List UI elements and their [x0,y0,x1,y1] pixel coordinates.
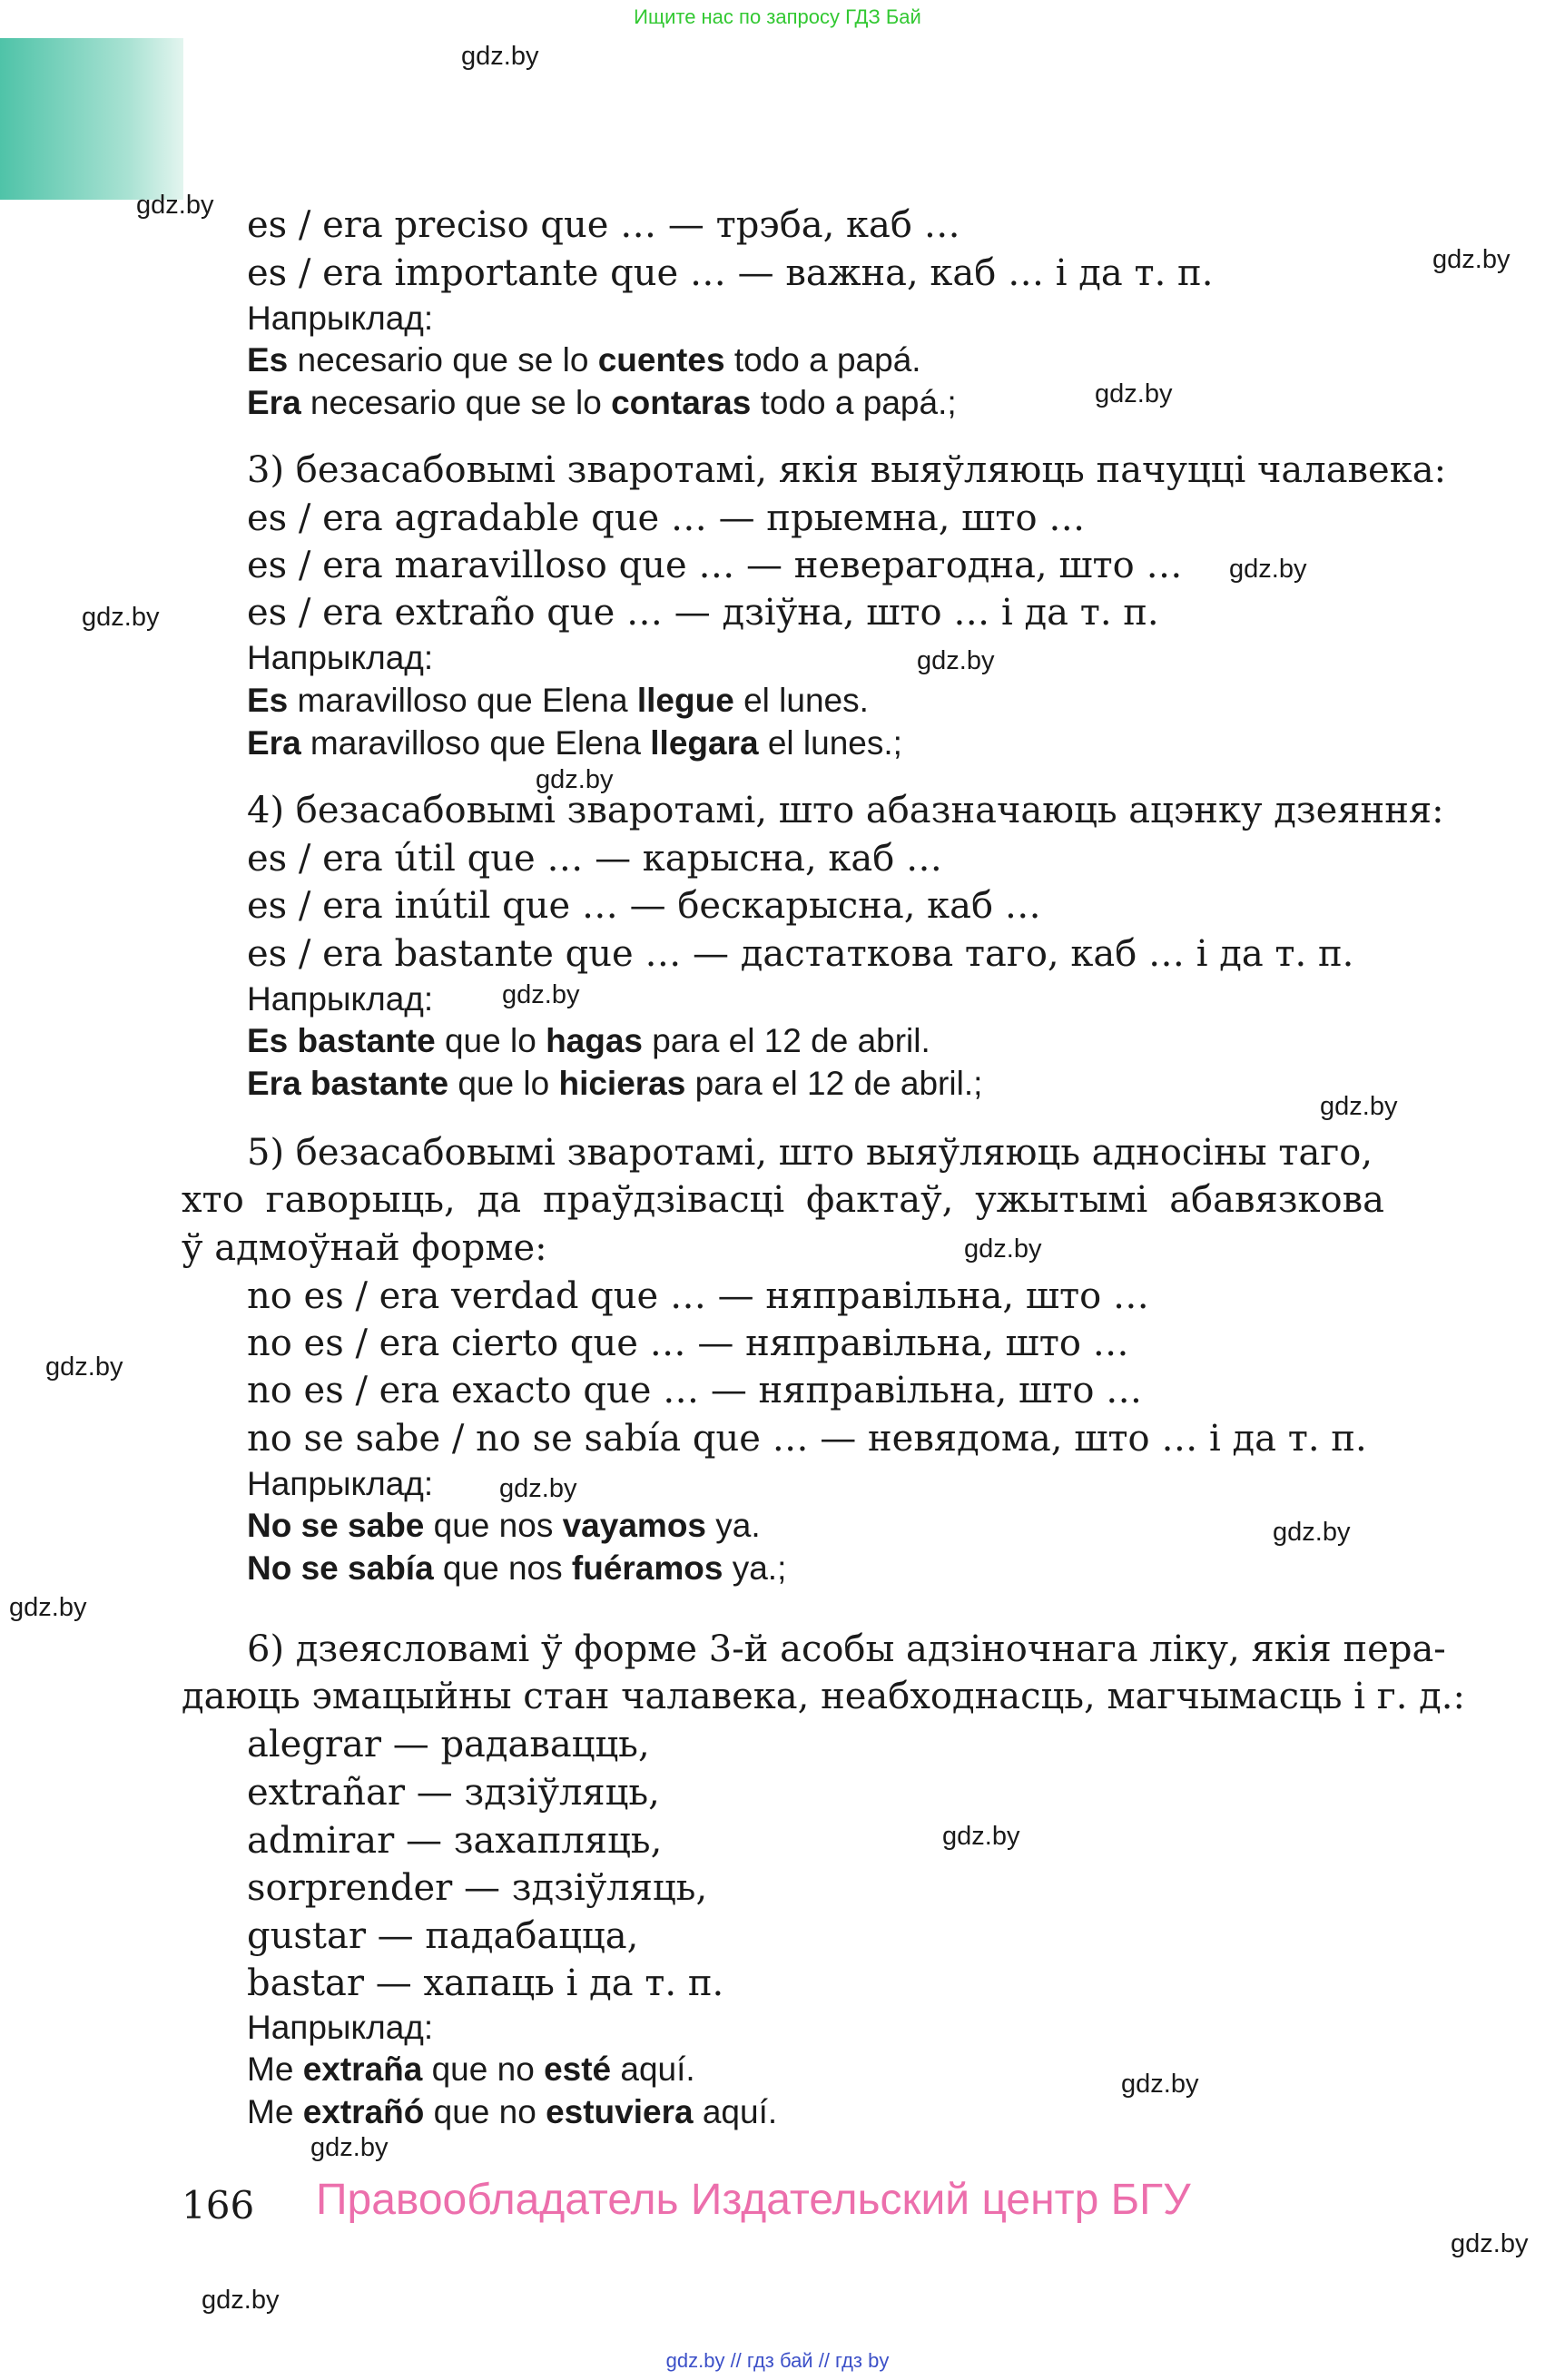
watermark: gdz.by [461,42,539,71]
watermark: gdz.by [536,765,614,794]
text-line: es / era inútil que … — бескарысна, каб … [247,885,1041,927]
text-line: хто гаворыць, да праўдзівасці фактаў, ужытымі абавязкова [182,1179,1384,1221]
section-heading-4: 4) безасабовымі зваротамі, што абазначаюць ацэнку дзеяння: [247,790,1444,831]
example-sentence: Es bastante que lo hagas para el 12 de abril. [247,1022,930,1059]
example-sentence: No se sabe que nos vayamos ya. [247,1507,761,1544]
watermark: gdz.by [1095,379,1173,408]
watermark: gdz.by [310,2133,389,2162]
example-sentence: Es necesario que se lo cuentes todo a papá. [247,341,921,379]
text-line: extrañar — здзіўляць, [247,1772,660,1814]
text-line: es / era importante que … — важна, каб … і да т. п. [247,252,1214,294]
watermark: gdz.by [502,980,580,1009]
section-heading-6: 6) дзеясловамі ў форме 3-й асобы адзіночнага ліку, якія пера- [247,1628,1446,1670]
text-line: es / era maravilloso que … — неверагодна, што … [247,545,1183,586]
example-heading: Напрыклад: [247,1465,434,1502]
watermark: gdz.by [917,646,995,675]
example-sentence: Era bastante que lo hicieras para el 12 de abril.; [247,1065,983,1102]
top-search-banner: Ищите нас по запросу ГДЗ Бай [634,5,921,28]
text-line: gustar — падабацца, [247,1915,639,1957]
watermark: gdz.by [1273,1518,1351,1547]
example-sentence: Era necesario que se lo contaras todo a papá.; [247,384,957,421]
text-line: no es / era verdad que … — няправільна, што … [247,1275,1149,1317]
text-line: es / era bastante que … — дастаткова таго, каб … і да т. п. [247,933,1354,975]
watermark: gdz.by [499,1474,577,1503]
corner-decoration [0,38,183,200]
example-heading: Напрыклад: [247,639,434,676]
text-line: es / era agradable que … — прыемна, што … [247,497,1086,539]
text-line: es / era preciso que … — трэба, каб … [247,204,960,246]
text-line: no es / era exacto que … — няправільна, што … [247,1370,1143,1411]
footer-links: gdz.by // гдз бай // гдз by [665,2349,890,2372]
text-line: sorprender — здзіўляць, [247,1867,708,1909]
watermark: gdz.by [964,1234,1042,1264]
example-heading: Напрыклад: [247,300,434,337]
example-sentence: Me extrañó que no estuviera aquí. [247,2093,778,2130]
watermark: gdz.by [1320,1092,1398,1121]
example-sentence: Era maravilloso que Elena llegara el lunes.; [247,724,902,762]
watermark: gdz.by [942,1822,1020,1851]
text-line: es / era útil que … — карысна, каб … [247,838,943,880]
watermark: gdz.by [136,191,214,220]
text-line: alegrar — радавацць, [247,1724,650,1765]
example-sentence: Es maravilloso que Elena llegue el lunes. [247,682,869,719]
page-number: 166 [182,2183,255,2228]
text-line: admirar — захапляць, [247,1820,663,1862]
watermark: gdz.by [45,1352,123,1382]
watermark: gdz.by [9,1593,87,1622]
example-heading: Напрыклад: [247,2009,434,2046]
watermark: gdz.by [202,2286,280,2315]
text-line: es / era extraño que … — дзіўна, што … і да т. п. [247,592,1159,634]
example-sentence: Me extraña que no esté aquí. [247,2051,695,2088]
text-line: ў адмоўнай форме: [182,1227,547,1269]
text-line: no es / era cierto que … — няправільна, што … [247,1323,1129,1364]
text-line: даюць эмацыйны стан чалавека, неабходнасць, магчымасць і г. д.: [182,1676,1465,1717]
watermark: gdz.by [1121,2070,1199,2099]
section-heading-5: 5) безасабовымі зваротамі, што выяўляюць адносіны таго, [247,1132,1373,1174]
copyright-holder: Правообладатель Издательский центр БГУ [316,2176,1191,2224]
example-heading: Напрыклад: [247,980,434,1018]
example-sentence: No se sabía que nos fuéramos ya.; [247,1549,787,1587]
text-line: bastar — хапаць і да т. п. [247,1962,724,2004]
text-line: no se sabe / no se sabía que … — невядома, што … і да т. п. [247,1418,1367,1460]
watermark: gdz.by [1229,555,1307,584]
watermark: gdz.by [1451,2229,1529,2258]
watermark: gdz.by [1432,245,1511,274]
watermark: gdz.by [82,603,160,632]
section-heading-3: 3) безасабовымі зваротамі, якія выяўляюць пачуцці чалавека: [247,449,1447,491]
